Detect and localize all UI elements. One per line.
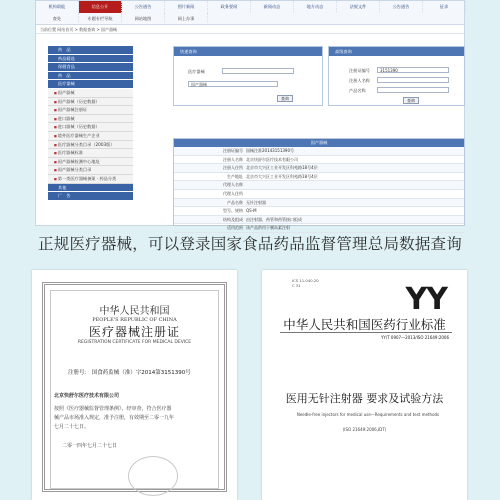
left-menu-item[interactable]: 保健食品 (48, 63, 133, 72)
row-value (246, 181, 464, 189)
detail-title: 国产器械 (174, 139, 464, 147)
row-key: 型号、规格 (223, 208, 243, 214)
nav-item[interactable]: 机构职能 (36, 1, 79, 13)
row-value: 国械注准20143151390号 (246, 148, 294, 153)
left-menu-item[interactable]: ■ 进口器械 (48, 115, 133, 124)
nav-item[interactable]: 图片新闻 (165, 1, 208, 13)
nav-item[interactable]: 公告通告 (122, 1, 165, 13)
standard-iso: (ISO 21649:2006,IDT) (342, 427, 387, 432)
table-row (174, 147, 464, 156)
left-menu-item[interactable]: ■ 国产器械检测中心地址 (48, 158, 133, 167)
row-value (246, 190, 464, 198)
row-value: 该产品供用于胰岛素注射 (246, 225, 290, 231)
standard-name: 医用无针注射器 要求及试验方法 (285, 392, 444, 405)
nav-item[interactable]: 公告通告 (380, 1, 423, 13)
standard-name-en: Needle-free injectors for medical use—Requirements and test methods (296, 412, 440, 417)
certificate-company: 北京快舒尔医疗技术有限公司 (54, 393, 120, 399)
top-nav (36, 1, 464, 25)
website-screenshot (35, 0, 465, 231)
table-row (174, 181, 464, 190)
ics-code: ICS 11.040.20 C 31 (292, 278, 319, 288)
row-key: 注册证编号 (223, 148, 243, 153)
caption-text: 正规医疗器械，可以登录国家食品药品监督管理总局数据查询 (38, 235, 462, 253)
nav-item[interactable]: 网站地图 (122, 13, 165, 25)
divider (280, 332, 452, 333)
certificate-reg-no: 注册号： 国食药监械（准）字2014第3151390号 (68, 370, 191, 376)
seal-icon (128, 456, 178, 496)
certificate-title-en: REGISTRATION CERTIFICATE FOR MEDICAL DEVICE (77, 340, 192, 345)
row-key: 生产地址 (227, 173, 243, 179)
nav-item[interactable]: 征求 (423, 1, 466, 13)
row-value: 无针注射器 (246, 199, 266, 205)
reg-no-input[interactable]: 3151390 (377, 67, 449, 73)
left-menu-item[interactable]: ■ 国产器械 (48, 89, 133, 98)
certificate-date: 二零一四年七月二十七日 (62, 443, 118, 449)
breadcrumb: 当前位置 网站首页 > 数据查询 > 国产器械 (36, 25, 464, 34)
left-menu (48, 46, 133, 201)
subcategory-select[interactable]: 国产器械 (188, 81, 278, 87)
standard-title: 中华人民共和国医药行业标准 (283, 317, 446, 332)
advanced-search-title: 高级查询 (329, 47, 464, 56)
registrant-input[interactable] (377, 77, 449, 83)
category-label: 医疗器械 (188, 69, 205, 74)
row-key: 产品名称 (227, 199, 243, 205)
row-key: 代理人名称 (223, 182, 243, 188)
left-menu-item[interactable]: ■ 境外医疗器械生产企业 (48, 132, 133, 141)
table-row (174, 207, 464, 216)
row-key: 结构及组成 (223, 216, 243, 222)
row-value: 北京市大兴区工业开发区科苑路18号4层 (246, 173, 318, 179)
reg-no-label: 注册证编号 (349, 68, 370, 73)
row-key: 注册人住所 (223, 165, 243, 171)
left-menu-item[interactable]: ■ 医疗器械分类目录（2003版） (48, 141, 133, 150)
left-menu-item[interactable]: 药品精选 (48, 55, 133, 64)
nav-item[interactable]: 网上办事 (165, 13, 208, 25)
left-menu-item[interactable]: 广 告 (48, 192, 133, 201)
row-key: 注册人名称 (223, 156, 243, 162)
registrant-label: 注册人名称 (349, 78, 370, 83)
certificate-country: 中华人民共和国 (99, 306, 170, 317)
row-value: 北京快舒尔医疗技术有限公司 (246, 156, 298, 162)
nav-item[interactable]: 地方动态 (294, 1, 337, 13)
left-menu-item[interactable]: ■ 国产器械注册证 (48, 106, 133, 115)
table-row (174, 216, 464, 225)
row-key: 代理人住所 (223, 190, 243, 196)
table-row (174, 173, 464, 182)
quick-search-panel (173, 46, 323, 106)
table-row (174, 199, 464, 208)
nav-item[interactable]: 新闻动态 (251, 1, 294, 13)
left-menu-item[interactable]: ■ 进口器械（历史数据） (48, 123, 133, 132)
category-select[interactable] (222, 68, 294, 74)
table-row (174, 156, 464, 165)
quick-search-title: 快速查询 (174, 47, 322, 56)
nav-item[interactable]: 专题专栏导航 (79, 13, 122, 25)
advanced-search-panel (328, 46, 465, 106)
product-name-label: 产品名称 (349, 88, 366, 93)
certificate-body: 按照《医疗器械监督管理条例》，经审查，符合医疗器械产品市场准入规定，准予注册，有效期至二零一九年七月二十七日。 (54, 406, 175, 430)
nav-item[interactable]: 政务要闻 (208, 1, 251, 13)
left-menu-item[interactable]: ■ 医疗器械标准 (48, 149, 133, 158)
standard-number: YY/T 0907—2013/ISO 21649:2006 (380, 335, 449, 340)
left-menu-item[interactable]: 医疗器械 (48, 80, 133, 89)
nav-item[interactable]: 信息公开 (79, 1, 122, 13)
product-name-input[interactable] (377, 87, 449, 93)
industry-standard-cover (262, 270, 467, 500)
quick-search-button[interactable]: 查询 (277, 95, 293, 102)
left-menu-item[interactable]: ■ 国产器械分类目录 (48, 166, 133, 175)
row-value: 由注射器、药管和药管接口组成 (246, 216, 302, 222)
detail-table (173, 138, 465, 231)
row-value: 北京市大兴区工业开发区科苑路18号4层 (246, 165, 318, 171)
nav-item[interactable]: 法规文件 (337, 1, 380, 13)
yy-logo-icon: YY (405, 282, 447, 317)
row-key: 适用范围 (227, 225, 243, 231)
left-menu-item[interactable]: 其他 (48, 184, 133, 193)
left-menu-item[interactable]: ■ 国产器械（历史数据） (48, 98, 133, 107)
certificate-title: 医疗器械注册证 (88, 325, 180, 339)
nav-item[interactable]: 查处 (36, 13, 79, 25)
row-value: QS-M (246, 208, 257, 214)
certificate-country-en: PEOPLE'S REPUBLIC OF CHINA (92, 317, 177, 323)
advanced-search-button[interactable]: 查询 (403, 97, 419, 104)
registration-certificate (32, 270, 237, 500)
left-menu-item[interactable]: 药 品 (48, 72, 133, 81)
table-row (174, 190, 464, 199)
left-menu-item[interactable]: 药 品 (48, 46, 133, 55)
left-menu-item[interactable]: ■ 第一类医疗器械备案 · 药品分类 (48, 175, 133, 184)
table-row (174, 164, 464, 173)
